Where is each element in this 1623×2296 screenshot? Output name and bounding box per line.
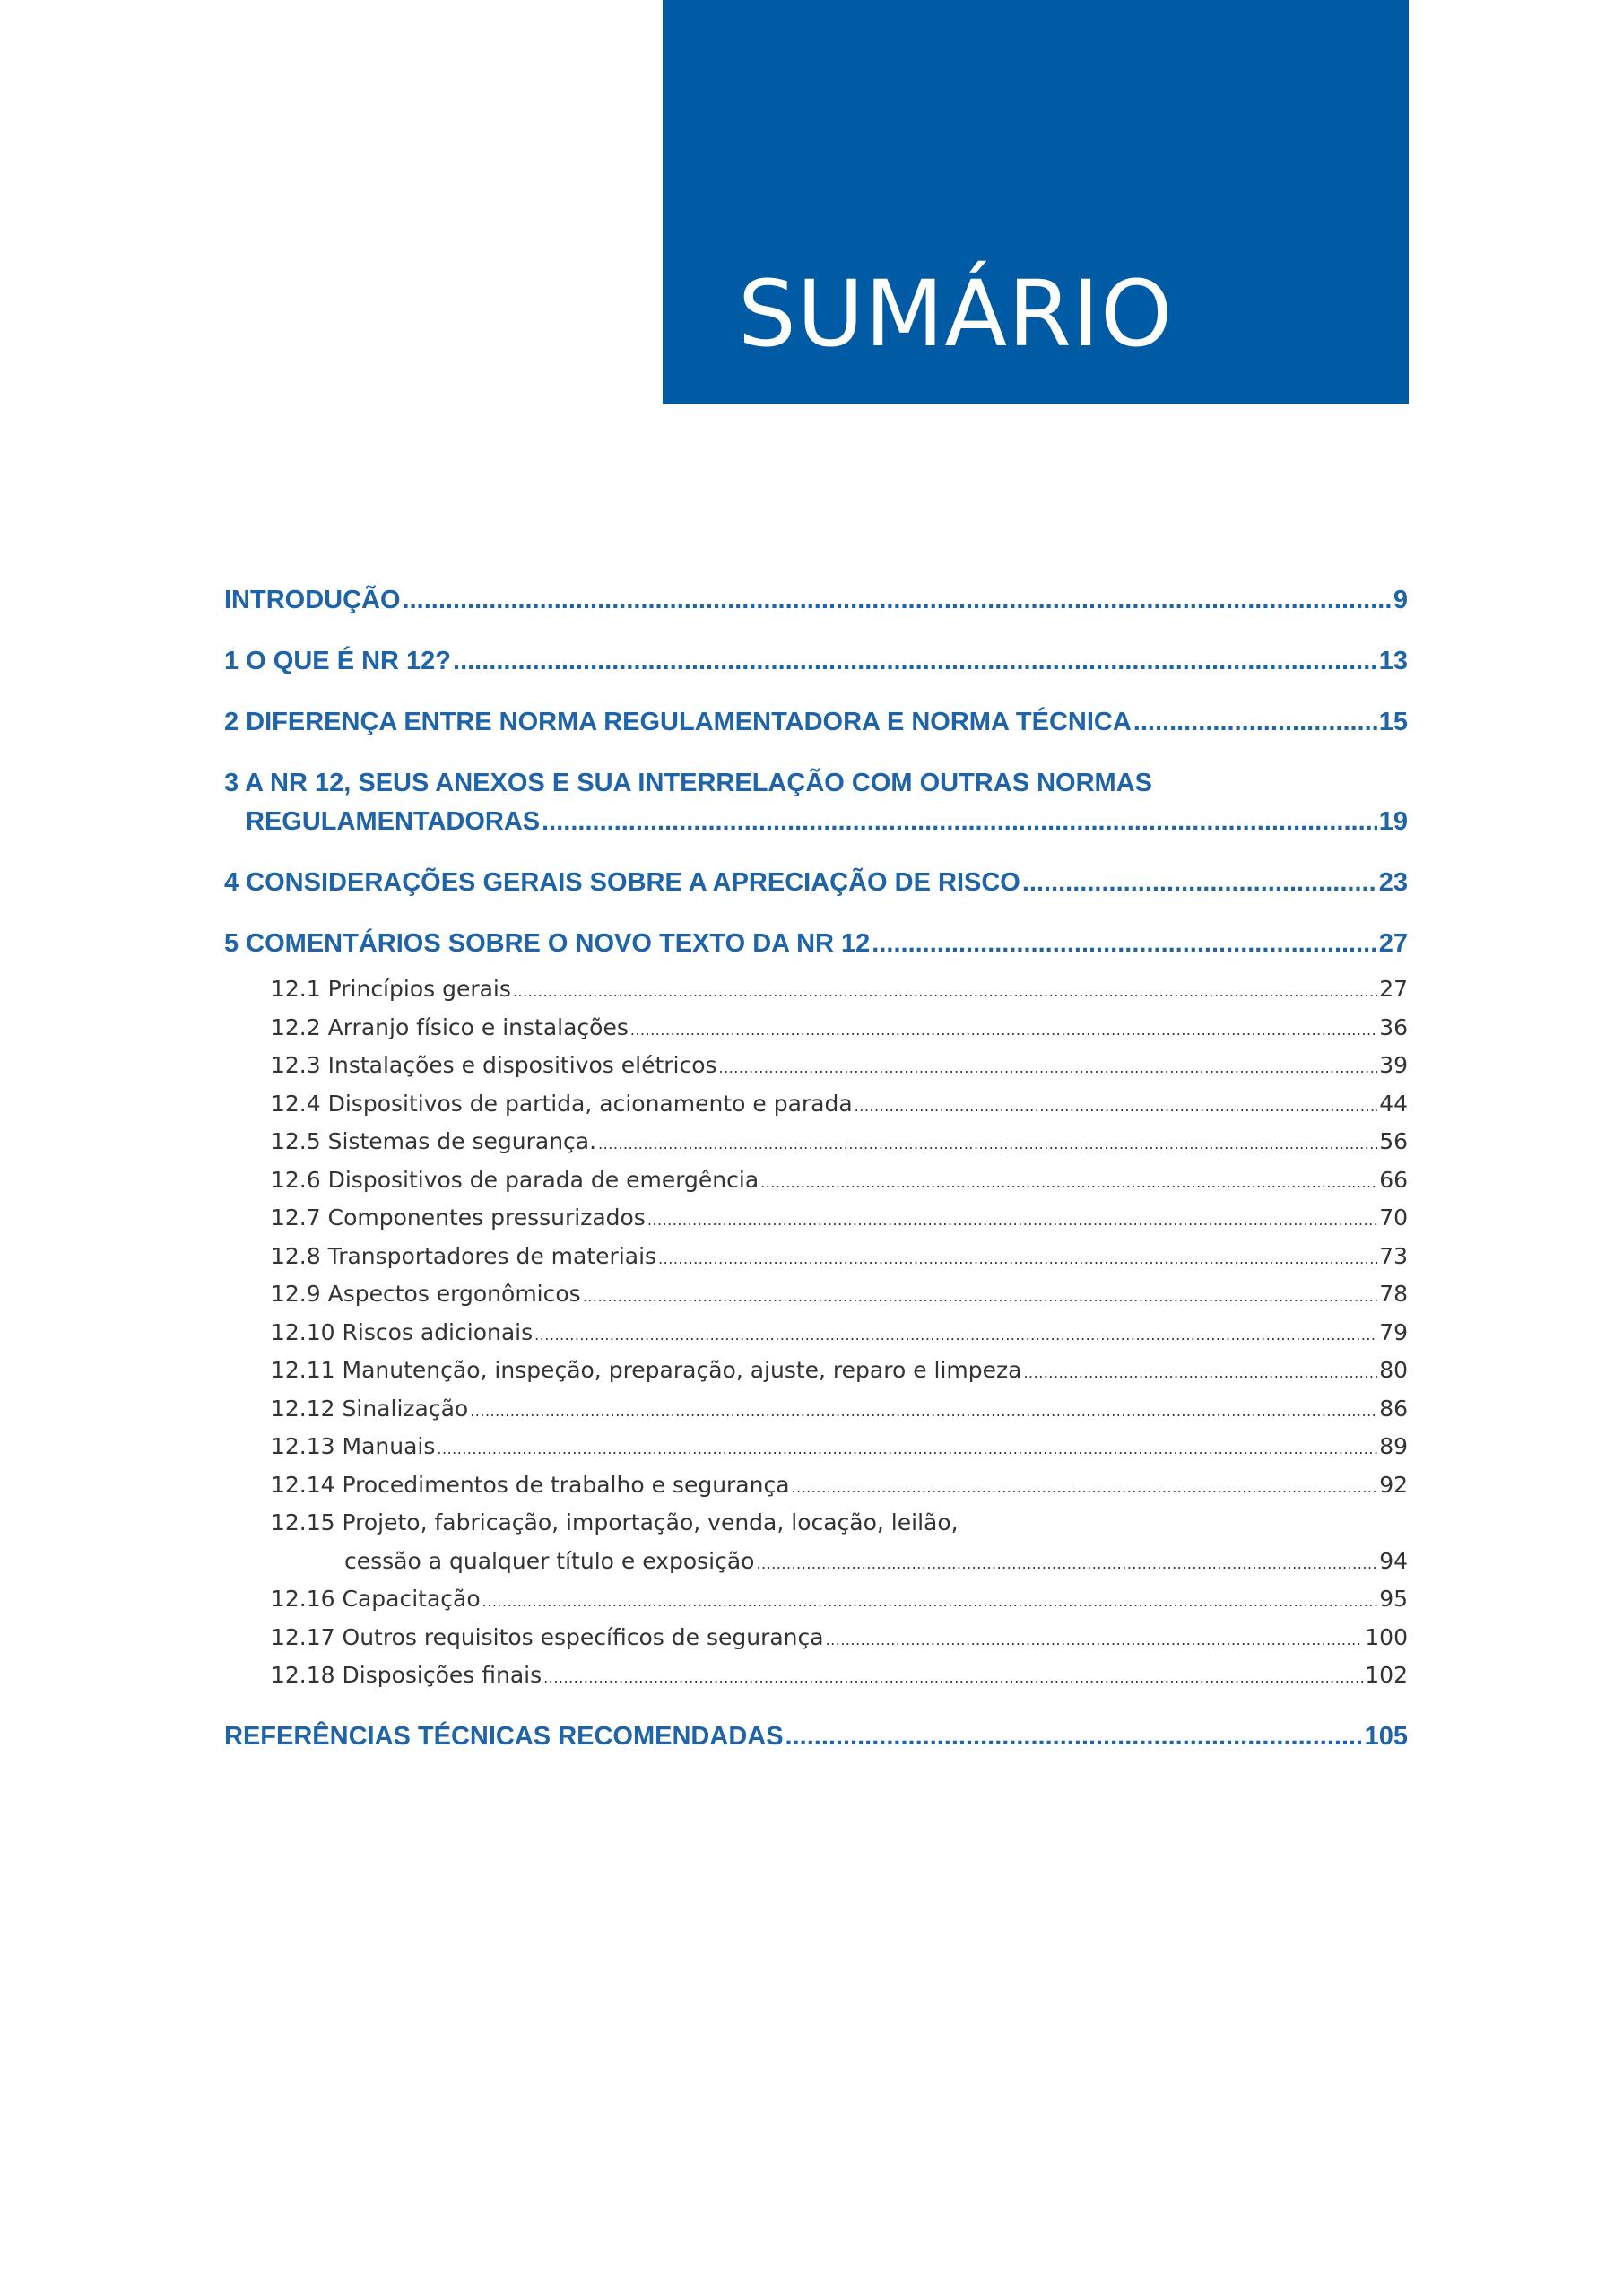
toc-entry-page: 86 [1379, 1396, 1408, 1422]
toc-subentry-12-4[interactable] [271, 1091, 1408, 1117]
toc-entry-page: 95 [1379, 1586, 1408, 1612]
dot-leader [542, 807, 1377, 837]
dot-leader [403, 586, 1392, 615]
toc-entry-label: 12.14 Procedimentos de trabalho e segurança [271, 1472, 790, 1498]
dot-leader [719, 1052, 1378, 1078]
toc-entry-page: 39 [1379, 1052, 1408, 1078]
toc-entry-label: 12.13 Manuais [271, 1433, 436, 1459]
dot-leader [534, 1319, 1377, 1345]
toc-entry-label: 12.15 Projeto, fabricação, importação, venda, locação, leilão, [271, 1509, 959, 1535]
toc-entry-label: 12.8 Transportadores de materiais [271, 1243, 657, 1269]
dot-leader [792, 1472, 1378, 1498]
toc-entry-label: 12.12 Sinalização [271, 1396, 469, 1422]
toc-entry-label: 12.18 Disposições finais [271, 1662, 542, 1688]
toc-entry-label: REFERÊNCIAS TÉCNICAS RECOMENDADAS [224, 1722, 784, 1751]
toc-subentry-12-15-line1[interactable] [271, 1509, 1408, 1535]
toc-entry-page: 27 [1379, 976, 1408, 1002]
toc-entry-page: 73 [1379, 1243, 1408, 1269]
toc-entry-page: 102 [1365, 1662, 1408, 1688]
toc-entry-label: 12.6 Dispositivos de parada de emergência [271, 1167, 759, 1193]
toc-entry-4[interactable] [224, 868, 1408, 898]
dot-leader [1022, 868, 1377, 898]
dot-leader [598, 1128, 1377, 1154]
toc-entry-page: 78 [1379, 1281, 1408, 1307]
dot-leader [453, 647, 1377, 676]
toc-subentry-12-12[interactable] [271, 1396, 1408, 1422]
toc-entry-label: 12.17 Outros requisitos específicos de segurança [271, 1624, 824, 1650]
toc-entry-label: 12.1 Princípios gerais [271, 976, 511, 1002]
dot-leader [872, 929, 1376, 959]
toc-entry-label: 12.5 Sistemas de segurança. [271, 1128, 597, 1154]
dot-leader [543, 1662, 1363, 1688]
toc-entry-label: 2 DIFERENÇA ENTRE NORMA REGULAMENTADORA E NORMA TÉCNICA [224, 708, 1132, 736]
toc-entry-label: 12.4 Dispositivos de partida, acionamento e parada [271, 1091, 853, 1117]
dot-leader [437, 1433, 1377, 1459]
toc-subentry-12-15-line2[interactable] [344, 1548, 1408, 1574]
toc-entry-label: 12.9 Aspectos ergonômicos [271, 1281, 581, 1307]
dot-leader [785, 1722, 1363, 1752]
toc-subentry-12-10[interactable] [271, 1319, 1408, 1345]
toc-entry-page: 19 [1378, 807, 1408, 836]
toc-entry-2[interactable] [224, 708, 1408, 737]
dot-leader [756, 1548, 1377, 1574]
toc-subentry-12-17[interactable] [271, 1624, 1408, 1650]
toc-subentry-12-16[interactable] [271, 1586, 1408, 1612]
toc-subentry-12-5[interactable] [271, 1128, 1408, 1154]
dot-leader [1023, 1357, 1377, 1383]
toc-entry-label: 3 A NR 12, SEUS ANEXOS E SUA INTERRELAÇÃO COM OUTRAS NORMAS [224, 769, 1152, 797]
toc-entry-1[interactable] [224, 647, 1408, 676]
toc-entry-introducao[interactable] [224, 586, 1408, 615]
toc-entry-label: 12.10 Riscos adicionais [271, 1319, 534, 1345]
toc-subentry-12-13[interactable] [271, 1433, 1408, 1459]
toc-entry-label: 5 COMENTÁRIOS SOBRE O NOVO TEXTO DA NR 12 [224, 929, 871, 958]
toc-entry-label: 1 O QUE É NR 12? [224, 647, 452, 675]
toc-subentry-12-3[interactable] [271, 1052, 1408, 1078]
toc-entry-page: 9 [1393, 586, 1408, 614]
toc-subentry-12-9[interactable] [271, 1281, 1408, 1307]
toc-entry-page: 100 [1365, 1624, 1408, 1650]
toc-entry-page: 66 [1379, 1167, 1408, 1193]
dot-leader [513, 976, 1377, 1002]
toc-entry-label: 12.7 Componentes pressurizados [271, 1205, 646, 1231]
toc-entry-label: cessão a qualquer título e exposição [344, 1548, 755, 1574]
toc-subentry-12-7[interactable] [271, 1205, 1408, 1231]
toc-entry-page: 89 [1379, 1433, 1408, 1459]
dot-leader [855, 1091, 1378, 1117]
toc-entry-page: 70 [1379, 1205, 1408, 1231]
toc-entry-page: 80 [1379, 1357, 1408, 1383]
toc-entry-page: 79 [1379, 1319, 1408, 1345]
dot-leader [760, 1167, 1377, 1193]
toc-entry-label: REGULAMENTADORAS [246, 807, 541, 836]
toc-entry-referencias[interactable] [224, 1722, 1408, 1752]
toc-subentry-12-14[interactable] [271, 1472, 1408, 1498]
dot-leader [470, 1396, 1377, 1422]
toc-entry-label: 4 CONSIDERAÇÕES GERAIS SOBRE A APRECIAÇÃO DE RISCO [224, 868, 1020, 897]
toc-entry-page: 13 [1378, 647, 1408, 675]
toc-entry-page: 105 [1364, 1722, 1408, 1751]
toc-entry-page: 23 [1378, 868, 1408, 897]
toc-entry-page: 15 [1378, 708, 1408, 736]
toc-entry-page: 36 [1379, 1014, 1408, 1040]
toc-entry-label: 12.2 Arranjo físico e instalações [271, 1014, 629, 1040]
dot-leader [658, 1243, 1377, 1269]
dot-leader [482, 1586, 1378, 1612]
toc-entry-page: 92 [1379, 1472, 1408, 1498]
toc-subentry-12-6[interactable] [271, 1167, 1408, 1193]
toc-entry-page: 44 [1379, 1091, 1408, 1117]
toc-entry-3-line2[interactable] [246, 807, 1408, 837]
toc-entry-label: INTRODUÇÃO [224, 586, 401, 614]
toc-entry-label: 12.16 Capacitação [271, 1586, 481, 1612]
dot-leader [647, 1205, 1377, 1231]
dot-leader [630, 1014, 1377, 1040]
toc-entry-label: 12.3 Instalações e dispositivos elétricos [271, 1052, 717, 1078]
toc-entry-page: 56 [1379, 1128, 1408, 1154]
toc-subentry-12-11[interactable] [271, 1357, 1408, 1383]
toc-entry-label: 12.11 Manutenção, inspeção, preparação, ajuste, reparo e limpeza [271, 1357, 1022, 1383]
toc-entry-3-line1[interactable] [224, 769, 1408, 798]
toc-entry-page: 27 [1378, 929, 1408, 958]
toc-entry-5[interactable] [224, 929, 1408, 959]
toc-subentry-12-8[interactable] [271, 1243, 1408, 1269]
toc-subentry-12-18[interactable] [271, 1662, 1408, 1688]
dot-leader [1133, 708, 1377, 737]
title-banner [663, 0, 1409, 404]
toc-entry-page: 94 [1379, 1548, 1408, 1574]
dot-leader [826, 1624, 1364, 1650]
page-title: SUMÁRIO [738, 261, 1174, 368]
dot-leader [583, 1281, 1377, 1307]
toc-subentry-12-1[interactable] [271, 976, 1408, 1002]
toc-subentry-12-2[interactable] [271, 1014, 1408, 1040]
